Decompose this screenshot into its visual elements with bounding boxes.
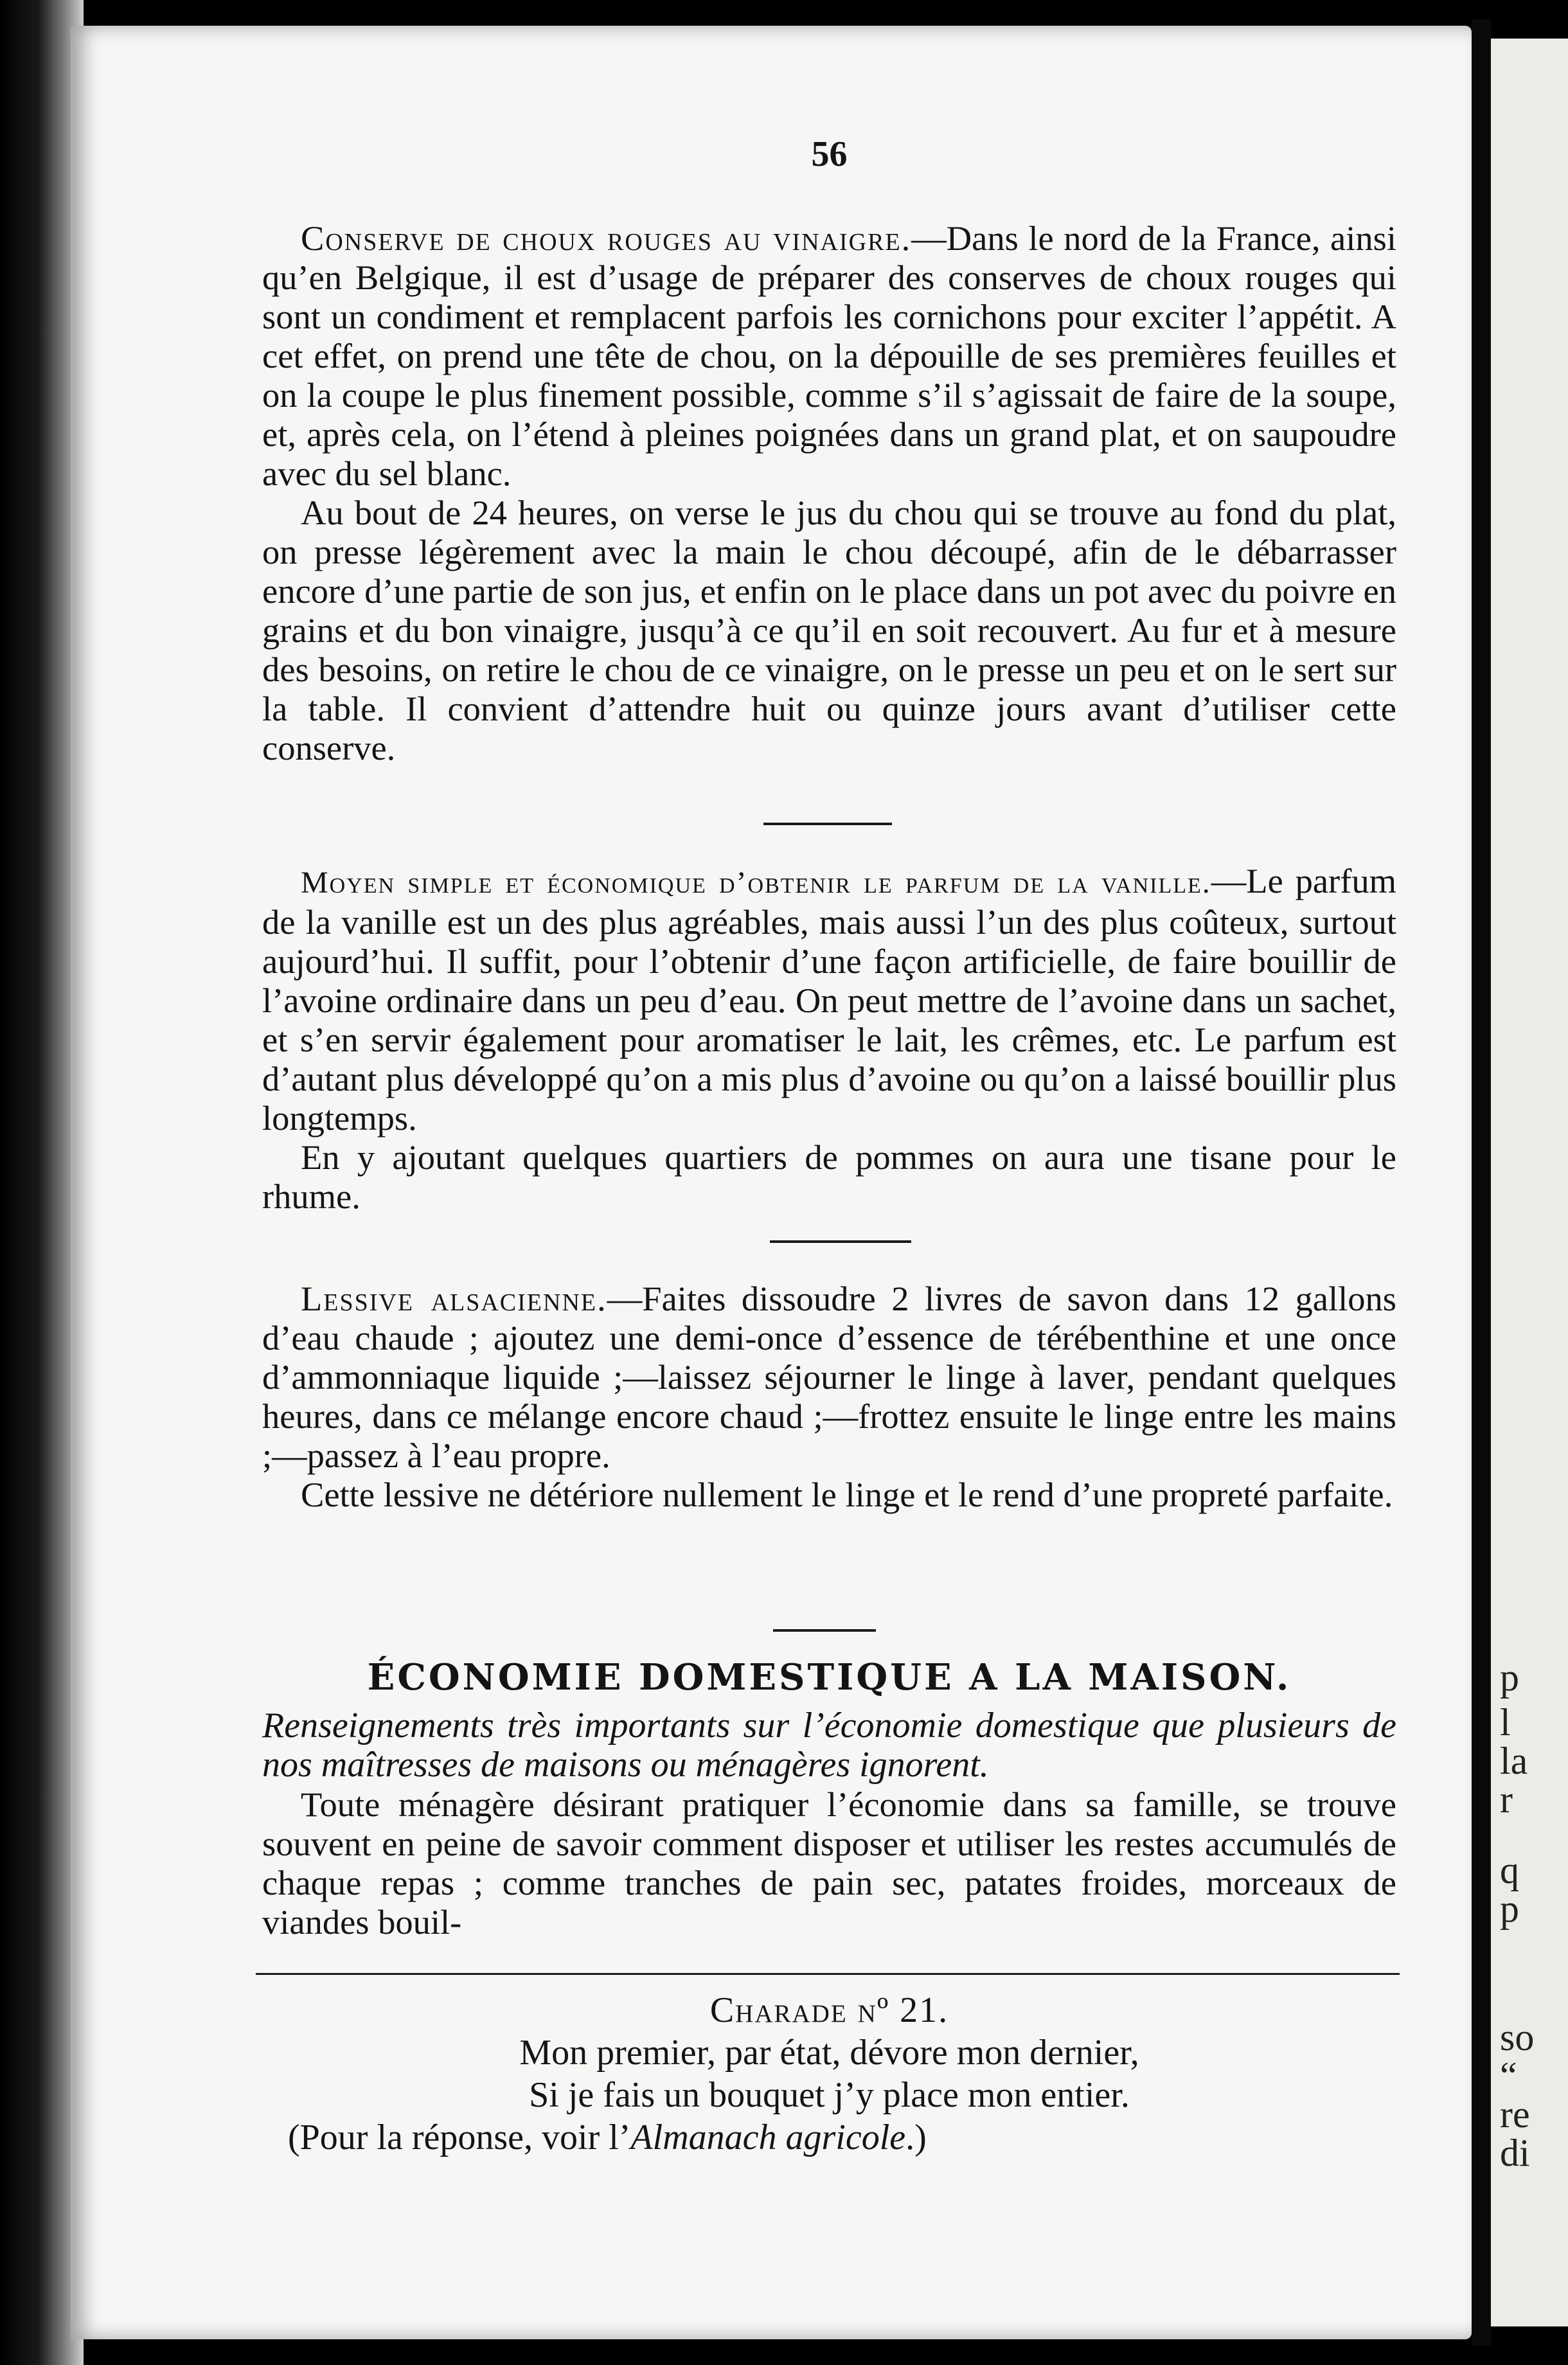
adjacent-page-fragment (1491, 39, 1568, 2326)
article-paragraph: En y ajoutant quelques quartiers de pommes on aura une tisane pour le rhume. (262, 1138, 1396, 1216)
charade-line: Mon premier, par état, dévore mon dernier, (519, 2033, 1139, 2073)
section-divider (763, 823, 892, 825)
article-paragraph: Toute ménagère désirant pratiquer l’économie dans sa famille, se trouve souvent en peine de savoir comment disposer et utiliser les restes accumulés de chaque repas ; comme tranches de pain sec, patates froides, morceaux de viandes bouil- (262, 1785, 1396, 1941)
charade-ref-prefix: (Pour la réponse, voir l’ (288, 2118, 631, 2157)
charade-ref-title: Almanach agricole (630, 2118, 906, 2157)
adjacent-fragment: so (1500, 2016, 1535, 2058)
article-text: —Dans le nord de la France, ainsi qu’en Belgique, il est d’usage de préparer des conserves de choux rouges qui sont un condiment et remplacent parfois les cornichons pour exciter l’appétit. A cet effet, on prend une tête de chou, on la dépouille de ses premières feuilles et on la coupe le plus finement possible, comme s’il s’agissait de faire de la soupe, et, après cela, on l’étend à pleines poignées dans un grand plat, et on saupoudre avec du sel blanc. (262, 219, 1396, 493)
charade-title: Charade nº 21. (709, 1990, 949, 2030)
article-vanille (262, 861, 1396, 1216)
adjacent-fragment: l (1500, 1701, 1511, 1744)
adjacent-fragment: p (1500, 1656, 1519, 1699)
page-gutter (1472, 19, 1491, 2346)
article-paragraph (262, 219, 1396, 493)
article-choux-rouges (262, 219, 1396, 767)
section-divider (770, 1240, 911, 1243)
adjacent-fragment: la (1500, 1740, 1528, 1782)
charade-reference (262, 2116, 1396, 2159)
section-divider (773, 1629, 876, 1632)
charade-ref-suffix: .) (905, 2118, 927, 2157)
article-paragraph (262, 1279, 1396, 1475)
charade-line: Si je fais un bouquet j’y place mon entier. (529, 2075, 1130, 2115)
page-number: 56 (811, 134, 848, 174)
adjacent-fragment: di (1500, 2132, 1530, 2174)
adjacent-fragment: q (1500, 1849, 1519, 1891)
article-title: Moyen simple et économique d’obtenir le parfum de la vanille. (301, 866, 1211, 900)
article-text: —Faites dissoudre 2 livres de savon dans 12 gallons d’eau chaude ; ajoutez une demi-once d’essence de térébenthine et une once d’ammonniaque liquide ;—laissez séjourner le linge à laver, pendant quelques heures, dans ce mélange encore chaud ;—frottez ensuite le linge entre les mains ;—passez à l’eau propre. (262, 1279, 1396, 1475)
charade-box (262, 1989, 1396, 2159)
article-paragraph: Cette lessive ne détériore nullement le linge et le rend d’une propreté parfaite. (301, 1475, 1393, 1514)
article-text: —Le parfum de la vanille est un des plus agréables, mais aussi l’un des plus coûteux, surtout aujourd’hui. Il suffit, pour l’obtenir d’une façon artificielle, de faire bouillir de l’avoine ordinaire dans un peu d’eau. On peut mettre de l’avoine dans un sachet, et s’en servir également pour aromatiser le lait, les crêmes, etc. Le parfum est d’autant plus développé qu’on a mis plus d’avoine ou qu’on a laissé bouillir plus longtemps. (262, 861, 1396, 1138)
article-economie (262, 1658, 1396, 1941)
article-title: Conserve de choux rouges au vinaigre. (301, 219, 912, 258)
article-title: Lessive alsacienne. (301, 1279, 607, 1318)
section-subtitle: Renseignements très importants sur l’économie domestique que plusieurs de nos maîtresses de maisons ou ménagères ignorent. (262, 1706, 1396, 1785)
adjacent-fragment: p (1500, 1888, 1519, 1930)
adjacent-fragment: r (1500, 1778, 1513, 1821)
adjacent-fragment: “ (1500, 2055, 1517, 2097)
article-lessive (262, 1279, 1396, 1514)
adjacent-fragment: re (1500, 2093, 1530, 2136)
article-paragraph: Au bout de 24 heures, on verse le jus du chou qui se trouve au fond du plat, on presse légèrement avec la main le chou découpé, afin de le débarrasser encore d’une partie de son jus, et enfin on le place dans un pot avec du poivre en grains et du bon vinaigre, jusqu’à ce qu’il en soit recouvert. Au fur et à mesure des besoins, on retire le chou de ce vinaigre, on le presse un peu et on le sert sur la table. Il convient d’attendre huit ou quinze jours avant d’utiliser cette conserve. (262, 493, 1396, 767)
article-paragraph (262, 861, 1396, 1138)
footer-rule (256, 1973, 1400, 1975)
section-heading: ÉCONOMIE DOMESTIQUE A LA MAISON. (367, 1656, 1292, 1699)
